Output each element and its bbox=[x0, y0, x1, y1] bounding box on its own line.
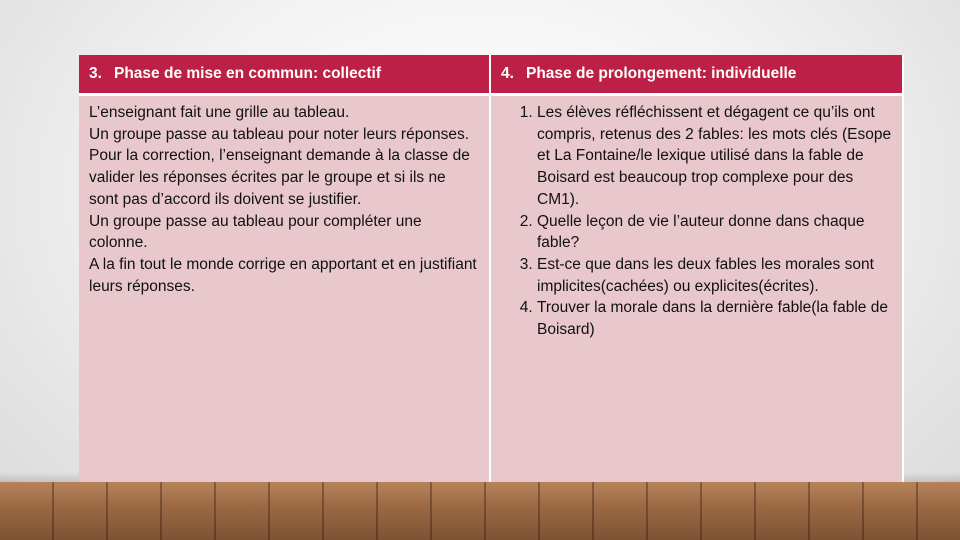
header-phase-3-text: Phase de mise en commun: collectif bbox=[114, 65, 382, 82]
phase-4-list-item: 3. Est-ce que dans les deux fables les morales sont implicites(cachées) ou explicites(écrites). bbox=[537, 254, 892, 297]
wooden-floor-decoration bbox=[0, 482, 960, 540]
phase-4-list-item: 1. Les élèves réfléchissent et dégagent ce qu’ils ont compris, retenus des 2 fables: les mots clés (Esope et La Fontaine/le lexique utilisé dans la fable de Boisard est beaucoup trop complexe pour des CM1). bbox=[537, 102, 892, 211]
phase-3-paragraph: A la fin tout le monde corrige en apportant et en justifiant leurs réponses. bbox=[89, 255, 477, 295]
phase-3-paragraph: Un groupe passe au tableau pour noter leurs réponses. bbox=[89, 125, 469, 143]
header-phase-3 bbox=[79, 55, 491, 95]
header-phase-4-text: Phase de prolongement: individuelle bbox=[526, 65, 797, 82]
body-phase-3 bbox=[79, 95, 491, 482]
phase-4-list-item: 2. Quelle leçon de vie l’auteur donne dans chaque fable? bbox=[537, 211, 892, 254]
phases-table bbox=[79, 55, 904, 482]
phase-3-paragraph: Pour la correction, l’enseignant demande à la classe de valider les réponses écrites par le groupe et si ils ne sont pas d’accord ils doivent se justifier. bbox=[89, 147, 470, 208]
body-phase-4 bbox=[491, 95, 904, 482]
header-phase-4 bbox=[491, 55, 904, 95]
phase-4-list-item: 4. Trouver la morale dans la dernière fable(la fable de Boisard) bbox=[537, 297, 892, 340]
phase-3-paragraph: L’enseignant fait une grille au tableau. bbox=[89, 104, 350, 121]
header-phase-3-number: 3. bbox=[89, 65, 102, 82]
phase-3-paragraph: Un groupe passe au tableau pour compléter une colonne. bbox=[89, 212, 422, 252]
phase-4-list bbox=[501, 102, 892, 341]
header-phase-4-number: 4. bbox=[501, 65, 514, 82]
